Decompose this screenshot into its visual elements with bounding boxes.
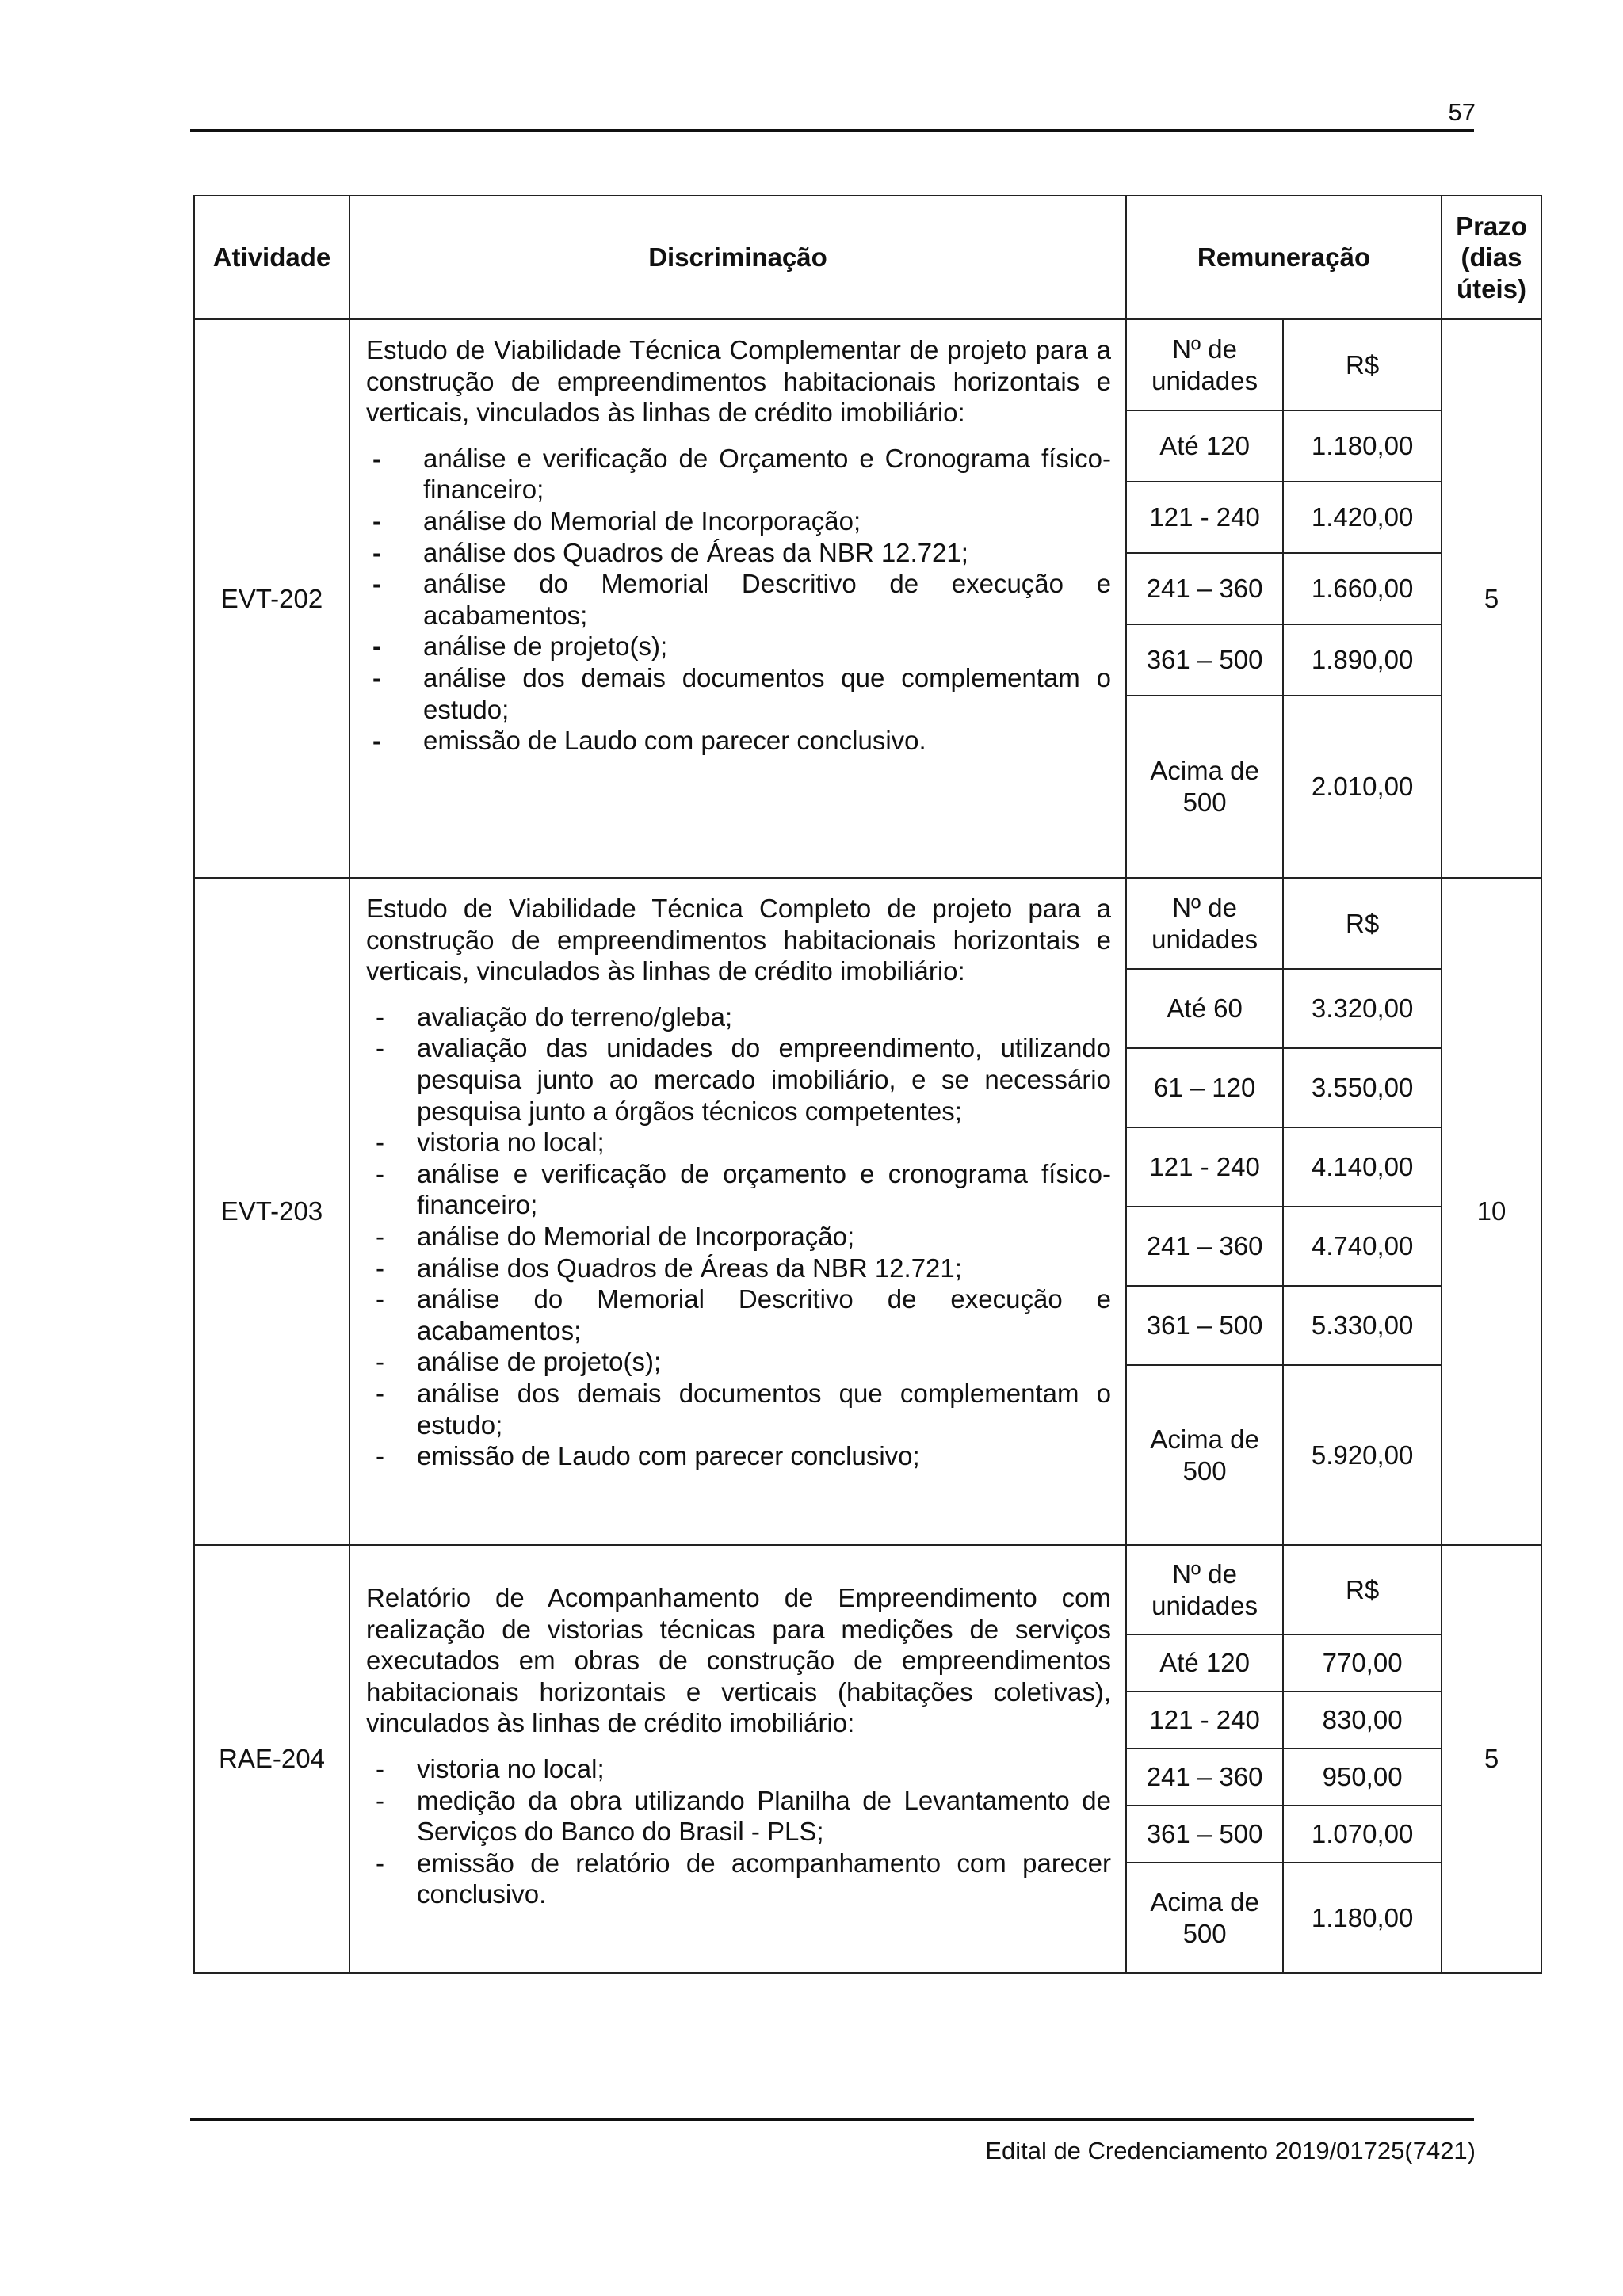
price-header: R$	[1283, 1546, 1441, 1634]
header-remuneracao: Remuneração	[1126, 196, 1442, 319]
list-item: - medição da obra utilizando Planilha de Levantamento de Serviços do Banco do Brasil - PLS;	[376, 1785, 1111, 1847]
price-value: 4.140,00	[1283, 1127, 1441, 1207]
units-range: 241 – 360	[1127, 1749, 1283, 1806]
units-range: Até 120	[1127, 410, 1283, 482]
list-item: - análise de projeto(s);	[372, 631, 668, 662]
list-item: - análise do Memorial Descritivo de execução e acabamentos;	[376, 1284, 1111, 1345]
list-item: - vistoria no local;	[376, 1127, 605, 1158]
header-discriminacao: Discriminação	[349, 196, 1126, 319]
list-item: - avaliação do terreno/gleba;	[376, 1001, 733, 1032]
description-list	[366, 1753, 1111, 1910]
description-list	[366, 443, 1111, 757]
price-value: 1.420,00	[1283, 482, 1441, 553]
units-range: Acima de 500	[1127, 696, 1283, 877]
units-range: 361 – 500	[1127, 624, 1283, 696]
price-value: 1.180,00	[1283, 1863, 1441, 1972]
prazo-value: 5	[1442, 1545, 1541, 1973]
list-item: - análise e verificação de Orçamento e Cronograma físico-financeiro;	[372, 443, 1111, 505]
price-value: 5.330,00	[1283, 1286, 1441, 1365]
footer-rule	[190, 2118, 1474, 2121]
list-item: - emissão de relatório de acompanhamento com parecer conclusivo.	[376, 1848, 1111, 1909]
description-cell	[349, 319, 1126, 878]
price-value: 770,00	[1283, 1634, 1441, 1691]
description-intro: Estudo de Viabilidade Técnica Complementar de projeto para a construção de empreendimentos habitacionais horizontais e verticais, vinculados às linhas de crédito imobiliário:	[366, 335, 1111, 428]
description-cell	[349, 878, 1126, 1545]
price-value: 4.740,00	[1283, 1207, 1441, 1286]
list-item: - avaliação das unidades do empreendimento, utilizando pesquisa junto ao mercado imobiliário, e se necessário pesquisa junto a órgãos técnicos competentes;	[376, 1033, 1111, 1126]
page-number: 57	[1448, 98, 1476, 126]
remuneration-cell	[1126, 878, 1442, 1545]
remuneration-table	[1127, 879, 1441, 1544]
units-range: Acima de 500	[1127, 1863, 1283, 1972]
list-item: - análise dos demais documentos que complementam o estudo;	[372, 662, 1111, 724]
remuneration-table	[1127, 320, 1441, 877]
list-item: - análise do Memorial de Incorporação;	[372, 505, 861, 536]
list-item: - análise dos Quadros de Áreas da NBR 12.721;	[372, 537, 968, 567]
activity-code: EVT-203	[194, 878, 349, 1545]
header-prazo	[1442, 196, 1541, 319]
units-range: 241 – 360	[1127, 553, 1283, 624]
remuneration-cell	[1126, 319, 1442, 878]
price-value: 3.550,00	[1283, 1048, 1441, 1127]
price-header: R$	[1283, 879, 1441, 969]
price-value: 3.320,00	[1283, 969, 1441, 1048]
list-item: - emissão de Laudo com parecer conclusivo.	[372, 726, 926, 756]
units-range: Até 60	[1127, 969, 1283, 1048]
list-item: - análise do Memorial de Incorporação;	[376, 1221, 855, 1251]
units-range: 241 – 360	[1127, 1207, 1283, 1286]
activity-code: EVT-202	[194, 319, 349, 878]
price-value: 1.180,00	[1283, 410, 1441, 482]
table-row	[194, 878, 1541, 1545]
header-prazo-line-2: (dias	[1461, 242, 1522, 273]
price-value: 2.010,00	[1283, 696, 1441, 877]
services-table	[193, 195, 1542, 1974]
units-range: 121 - 240	[1127, 482, 1283, 553]
description-intro: Relatório de Acompanhamento de Empreendimento com realização de vistorias técnicas para medições de serviços executados em obras de construção de empreendimentos habitacionais horizontais e verticais (habitações coletivas), vinculados às linhas de crédito imobiliário:	[366, 1583, 1111, 1738]
units-header: Nº de unidades	[1151, 892, 1258, 954]
price-value: 1.890,00	[1283, 624, 1441, 696]
description-list	[366, 1001, 1111, 1472]
header-rule	[190, 129, 1474, 132]
list-item: - análise de projeto(s);	[376, 1347, 662, 1377]
units-range: Acima de 500	[1127, 1365, 1283, 1544]
list-item: - análise do Memorial Descritivo de execução e acabamentos;	[372, 569, 1111, 630]
units-range: 361 – 500	[1127, 1806, 1283, 1863]
units-range: Até 120	[1127, 1634, 1283, 1691]
price-value: 1.070,00	[1283, 1806, 1441, 1863]
price-value: 5.920,00	[1283, 1365, 1441, 1544]
price-value: 830,00	[1283, 1691, 1441, 1749]
description-intro: Estudo de Viabilidade Técnica Completo de projeto para a construção de empreendimentos habitacionais horizontais e verticais, vinculados às linhas de crédito imobiliário:	[366, 894, 1111, 986]
table-row	[194, 319, 1541, 878]
description-cell	[349, 1545, 1126, 1973]
price-value: 1.660,00	[1283, 553, 1441, 624]
remuneration-table	[1127, 1546, 1441, 1972]
header-prazo-line-1: Prazo	[1456, 211, 1527, 241]
footer-text: Edital de Credenciamento 2019/01725(7421)	[985, 2137, 1476, 2164]
prazo-value: 10	[1442, 878, 1541, 1545]
units-range: 361 – 500	[1127, 1286, 1283, 1365]
remuneration-cell	[1126, 1545, 1442, 1973]
header-prazo-line-3: úteis)	[1456, 273, 1526, 303]
units-range: 121 - 240	[1127, 1691, 1283, 1749]
units-range: 121 - 240	[1127, 1127, 1283, 1207]
prazo-value: 5	[1442, 319, 1541, 878]
units-range: 61 – 120	[1127, 1048, 1283, 1127]
list-item: - vistoria no local;	[376, 1753, 605, 1783]
activity-code: RAE-204	[194, 1545, 349, 1973]
header-atividade: Atividade	[194, 196, 349, 319]
units-header: Nº de unidades	[1151, 334, 1258, 395]
price-header: R$	[1283, 320, 1441, 410]
list-item: - emissão de Laudo com parecer conclusivo;	[376, 1441, 920, 1471]
table-row	[194, 1545, 1541, 1973]
list-item: - análise dos demais documentos que complementam o estudo;	[376, 1378, 1111, 1440]
table-header-row	[194, 196, 1541, 319]
price-value: 950,00	[1283, 1749, 1441, 1806]
units-header: Nº de unidades	[1151, 1558, 1258, 1620]
list-item: - análise e verificação de orçamento e cronograma físico-financeiro;	[376, 1158, 1111, 1220]
list-item: - análise dos Quadros de Áreas da NBR 12.721;	[376, 1253, 962, 1283]
